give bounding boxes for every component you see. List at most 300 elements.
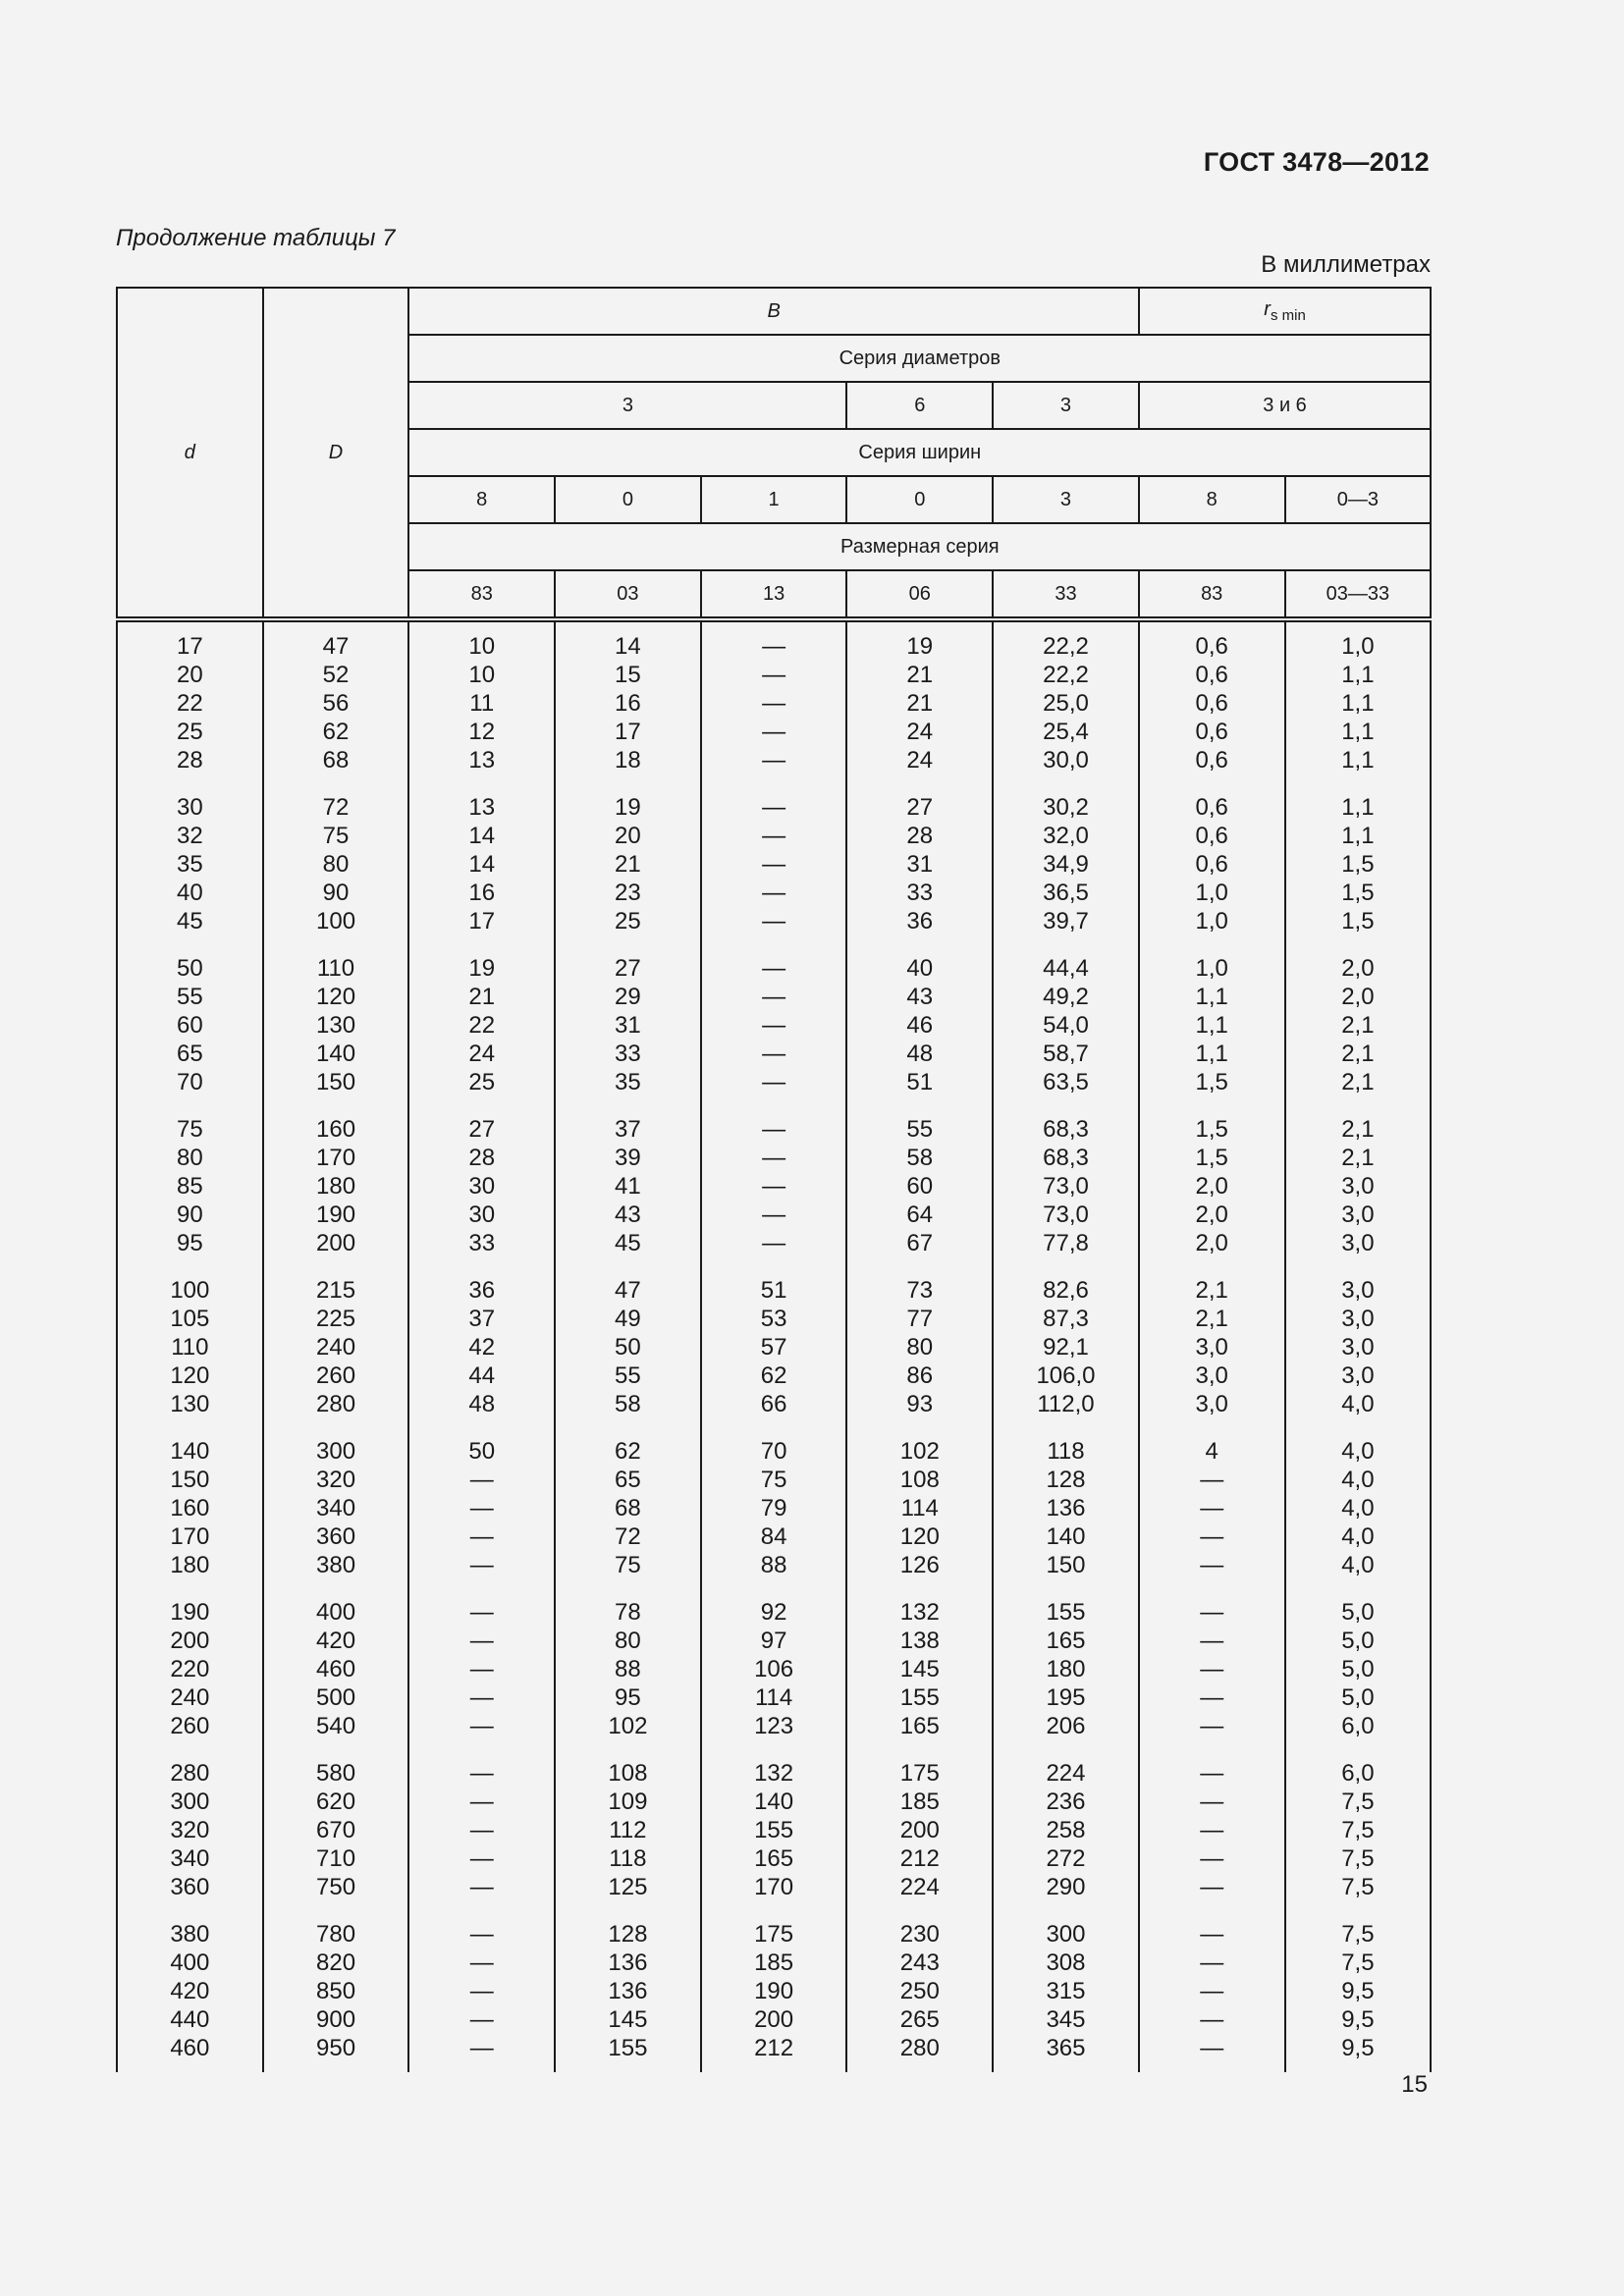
cell-value: 23: [615, 880, 641, 906]
cell-value: 25,0: [1043, 690, 1089, 717]
cell-value: 87,3: [1043, 1306, 1089, 1332]
cell-value: 2,1: [1195, 1306, 1228, 1332]
cell-value: 36: [906, 908, 934, 934]
header-d: d: [117, 288, 263, 619]
cell-value: 29: [615, 984, 641, 1010]
cell-d: [117, 1115, 263, 1276]
cell-value: 1,1: [1341, 823, 1375, 849]
cell-value: —: [469, 1874, 494, 1900]
cell-d: [117, 1759, 263, 1920]
cell-value: 28: [906, 823, 934, 849]
cell-value: 72: [615, 1523, 641, 1550]
cell-value: 85: [176, 1173, 203, 1200]
cell-value: 2,1: [1341, 1145, 1375, 1171]
cell-B-03: [555, 954, 701, 1115]
cell-value: 102: [608, 1713, 648, 1739]
cell-value: 75: [615, 1552, 641, 1578]
cell-value: —: [469, 1789, 494, 1815]
cell-B-06: [846, 1437, 993, 1598]
cell-value: 79: [760, 1495, 787, 1522]
cell-D: [263, 1276, 409, 1437]
cell-d: [117, 1437, 263, 1598]
cell-value: 46: [906, 1012, 934, 1039]
cell-value: 120: [899, 1523, 940, 1550]
cell-value: 62: [322, 719, 350, 745]
cell-value: —: [1200, 1656, 1224, 1682]
cell-D: [263, 1437, 409, 1598]
diameter-series-cell: 3: [408, 382, 846, 429]
cell-value: 145: [899, 1656, 940, 1682]
cell-value: 170: [754, 1874, 794, 1900]
cell-value: 1,1: [1341, 719, 1375, 745]
cell-value: 224: [1046, 1760, 1086, 1787]
cell-value: 1,5: [1341, 908, 1375, 934]
cell-value: —: [762, 1173, 786, 1200]
cell-value: 460: [170, 2035, 210, 2061]
cell-value: 24: [906, 747, 934, 774]
size-series-cell: 13: [701, 570, 847, 619]
cell-value: 63,5: [1043, 1069, 1089, 1095]
cell-value: —: [1200, 1495, 1224, 1522]
cell-value: —: [469, 1523, 494, 1550]
cell-value: —: [1200, 1817, 1224, 1843]
cell-value: 30: [468, 1173, 496, 1200]
cell-value: 136: [1046, 1495, 1086, 1522]
cell-value: 0,6: [1195, 719, 1228, 745]
cell-B-33: [993, 1759, 1139, 1920]
cell-value: —: [762, 1012, 786, 1039]
cell-value: 710: [316, 1845, 356, 1872]
cell-value: 250: [899, 1978, 940, 2004]
cell-value: —: [469, 1978, 494, 2004]
size-series-cell: 83: [408, 570, 555, 619]
header-diameter-series: Серия диаметров: [408, 335, 1431, 382]
cell-value: 105: [170, 1306, 210, 1332]
cell-value: 32,0: [1043, 823, 1089, 849]
cell-B-03: [555, 1276, 701, 1437]
cell-value: 25: [615, 908, 641, 934]
cell-rs-83: [1139, 619, 1285, 793]
cell-rs-03-33: [1285, 1437, 1432, 1598]
cell-value: 345: [1046, 2006, 1086, 2033]
cell-value: 4,0: [1341, 1438, 1375, 1465]
cell-value: 340: [170, 1845, 210, 1872]
cell-B-03: [555, 619, 701, 793]
cell-value: 180: [170, 1552, 210, 1578]
cell-value: 11: [469, 690, 495, 717]
cell-value: 10: [468, 633, 496, 660]
cell-rs-83: [1139, 1115, 1285, 1276]
cell-B-33: [993, 619, 1139, 793]
cell-B-33: [993, 1920, 1139, 2072]
cell-value: 3,0: [1195, 1362, 1228, 1389]
cell-value: 39,7: [1043, 908, 1089, 934]
cell-value: 48: [906, 1041, 934, 1067]
cell-value: 37: [468, 1306, 496, 1332]
cell-value: 34,9: [1043, 851, 1089, 878]
cell-value: —: [762, 747, 786, 774]
cell-value: 22: [176, 690, 203, 717]
cell-value: 20: [176, 662, 203, 688]
cell-value: 45: [615, 1230, 641, 1256]
cell-value: 108: [608, 1760, 648, 1787]
cell-value: 820: [316, 1949, 356, 1976]
cell-value: 53: [760, 1306, 787, 1332]
cell-value: 540: [316, 1713, 356, 1739]
cell-value: 120: [170, 1362, 210, 1389]
cell-value: —: [469, 1552, 494, 1578]
cell-value: 160: [170, 1495, 210, 1522]
cell-value: —: [762, 690, 786, 717]
table-row-group: [117, 1598, 1431, 1759]
cell-value: 78: [615, 1599, 641, 1626]
cell-value: 280: [316, 1391, 356, 1417]
cell-value: 41: [615, 1173, 641, 1200]
cell-value: 265: [899, 2006, 940, 2033]
cell-value: 31: [615, 1012, 641, 1039]
table-row-group: [117, 1437, 1431, 1598]
cell-d: [117, 1276, 263, 1437]
cell-value: 5,0: [1341, 1684, 1375, 1711]
cell-value: 175: [754, 1921, 794, 1948]
cell-value: 1,0: [1195, 880, 1228, 906]
cell-value: 55: [176, 984, 203, 1010]
cell-value: 1,1: [1195, 984, 1228, 1010]
cell-value: 190: [754, 1978, 794, 2004]
table-row-group: [117, 619, 1431, 793]
cell-value: 68: [322, 747, 350, 774]
cell-value: 75: [322, 823, 350, 849]
cell-value: 30,2: [1043, 794, 1089, 821]
cell-value: 212: [899, 1845, 940, 1872]
cell-value: 21: [615, 851, 641, 878]
cell-value: 106: [754, 1656, 794, 1682]
cell-value: 5,0: [1341, 1628, 1375, 1654]
cell-B-83: [408, 793, 555, 954]
cell-value: 14: [468, 823, 496, 849]
width-series-cell: 0—3: [1285, 476, 1432, 523]
cell-value: —: [762, 955, 786, 982]
cell-B-03: [555, 1437, 701, 1598]
cell-value: 260: [316, 1362, 356, 1389]
cell-value: 10: [468, 662, 496, 688]
cell-value: 7,5: [1341, 1789, 1375, 1815]
cell-value: 4,0: [1341, 1552, 1375, 1578]
cell-value: 15: [615, 662, 641, 688]
cell-value: 28: [176, 747, 203, 774]
cell-rs-03-33: [1285, 1598, 1432, 1759]
cell-value: 86: [906, 1362, 934, 1389]
cell-value: 30: [176, 794, 203, 821]
cell-value: 180: [1046, 1656, 1086, 1682]
cell-value: —: [1200, 1523, 1224, 1550]
cell-value: —: [469, 1628, 494, 1654]
cell-value: 1,1: [1341, 747, 1375, 774]
cell-value: 32: [176, 823, 203, 849]
cell-value: 24: [468, 1041, 496, 1067]
cell-value: 33: [468, 1230, 496, 1256]
cell-d: [117, 619, 263, 793]
cell-B-06: [846, 1115, 993, 1276]
cell-value: 14: [615, 633, 641, 660]
cell-value: 58: [615, 1391, 641, 1417]
cell-value: 22,2: [1043, 662, 1089, 688]
cell-B-13: [701, 1920, 847, 2072]
cell-value: 72: [322, 794, 350, 821]
cell-value: 16: [468, 880, 496, 906]
cell-value: 44: [468, 1362, 496, 1389]
width-series-cell: 8: [408, 476, 555, 523]
cell-value: 28: [468, 1145, 496, 1171]
cell-value: 3,0: [1195, 1334, 1228, 1361]
units-label: В миллиметрах: [1261, 251, 1431, 278]
cell-value: 35: [176, 851, 203, 878]
cell-value: 80: [176, 1145, 203, 1171]
cell-B-13: [701, 793, 847, 954]
cell-value: 73: [906, 1277, 934, 1304]
cell-value: 360: [316, 1523, 356, 1550]
cell-value: 7,5: [1341, 1874, 1375, 1900]
width-series-cell: 0: [555, 476, 701, 523]
cell-value: 118: [1047, 1438, 1085, 1465]
cell-value: —: [1200, 1599, 1224, 1626]
header-D: D: [263, 288, 409, 619]
cell-value: 300: [170, 1789, 210, 1815]
cell-value: 65: [176, 1041, 203, 1067]
cell-value: 19: [615, 794, 641, 821]
cell-B-13: [701, 1437, 847, 1598]
cell-rs-03-33: [1285, 1115, 1432, 1276]
table-row-group: [117, 1920, 1431, 2072]
cell-B-33: [993, 1437, 1139, 1598]
cell-value: 136: [608, 1949, 648, 1976]
cell-value: 70: [760, 1438, 787, 1465]
cell-value: 49,2: [1043, 984, 1089, 1010]
cell-value: 126: [899, 1552, 940, 1578]
cell-B-13: [701, 1115, 847, 1276]
cell-value: 224: [899, 1874, 940, 1900]
cell-value: 44,4: [1043, 955, 1089, 982]
cell-B-83: [408, 1276, 555, 1437]
size-series-cell: 33: [993, 570, 1139, 619]
header-size-series: Размерная серия: [408, 523, 1431, 570]
cell-B-83: [408, 954, 555, 1115]
cell-value: 230: [899, 1921, 940, 1948]
cell-value: 1,1: [1341, 690, 1375, 717]
cell-value: 25: [468, 1069, 496, 1095]
cell-value: 7,5: [1341, 1921, 1375, 1948]
cell-value: 80: [906, 1334, 934, 1361]
cell-value: 51: [760, 1277, 787, 1304]
cell-value: 21: [906, 662, 934, 688]
cell-value: 420: [170, 1978, 210, 2004]
cell-value: 290: [1046, 1874, 1086, 1900]
cell-value: —: [469, 1760, 494, 1787]
cell-value: 240: [316, 1334, 356, 1361]
cell-value: 58,7: [1043, 1041, 1089, 1067]
cell-value: 3,0: [1341, 1306, 1375, 1332]
cell-D: [263, 619, 409, 793]
diameter-series-cell: 3 и 6: [1139, 382, 1431, 429]
cell-B-33: [993, 1598, 1139, 1759]
cell-rs-83: [1139, 1759, 1285, 1920]
cell-value: 155: [899, 1684, 940, 1711]
cell-value: 93: [906, 1391, 934, 1417]
cell-value: 21: [468, 984, 496, 1010]
cell-value: 33: [906, 880, 934, 906]
cell-D: [263, 793, 409, 954]
cell-value: —: [1200, 2035, 1224, 2061]
cell-value: 185: [754, 1949, 794, 1976]
cell-value: 155: [608, 2035, 648, 2061]
cell-value: 17: [176, 633, 203, 660]
cell-value: —: [762, 633, 786, 660]
cell-value: —: [762, 823, 786, 849]
cell-value: 36,5: [1043, 880, 1089, 906]
header-rs-min: $r_{s min}$: [1139, 288, 1431, 335]
size-series-cell: 03—33: [1285, 570, 1432, 619]
cell-value: 55: [615, 1362, 641, 1389]
cell-D: [263, 1759, 409, 1920]
cell-d: [117, 793, 263, 954]
cell-value: 308: [1046, 1949, 1086, 1976]
cell-value: 132: [899, 1599, 940, 1626]
cell-value: 50: [468, 1438, 496, 1465]
cell-value: —: [762, 1041, 786, 1067]
cell-value: 100: [170, 1277, 210, 1304]
cell-value: 19: [906, 633, 934, 660]
cell-value: —: [469, 1467, 494, 1493]
cell-value: 43: [615, 1201, 641, 1228]
cell-value: —: [1200, 1949, 1224, 1976]
cell-value: 212: [754, 2035, 794, 2061]
cell-value: 272: [1046, 1845, 1086, 1872]
cell-value: 440: [170, 2006, 210, 2033]
cell-value: 40: [176, 880, 203, 906]
cell-value: —: [469, 1817, 494, 1843]
cell-value: 1,1: [1195, 1041, 1228, 1067]
table-row-group: [117, 1276, 1431, 1437]
size-series-cell: 83: [1139, 570, 1285, 619]
cell-value: 43: [906, 984, 934, 1010]
cell-value: 75: [176, 1116, 203, 1143]
table-body: [117, 619, 1431, 2072]
cell-value: 106,0: [1036, 1362, 1096, 1389]
cell-D: [263, 1920, 409, 2072]
cell-value: 60: [906, 1173, 934, 1200]
cell-value: 97: [760, 1628, 787, 1654]
cell-B-13: [701, 1759, 847, 1920]
cell-value: 4,0: [1341, 1523, 1375, 1550]
cell-value: —: [1200, 1684, 1224, 1711]
cell-value: 900: [316, 2006, 356, 2033]
cell-value: 170: [170, 1523, 210, 1550]
cell-value: 65: [615, 1467, 641, 1493]
cell-value: 850: [316, 1978, 356, 2004]
cell-value: 240: [170, 1684, 210, 1711]
cell-value: 140: [316, 1041, 356, 1067]
cell-value: 42: [468, 1334, 496, 1361]
cell-value: 67: [906, 1230, 934, 1256]
cell-value: 2,1: [1341, 1116, 1375, 1143]
cell-B-33: [993, 793, 1139, 954]
cell-value: 400: [316, 1599, 356, 1626]
cell-value: —: [1200, 1921, 1224, 1948]
cell-value: 380: [316, 1552, 356, 1578]
cell-B-03: [555, 1920, 701, 2072]
cell-value: —: [469, 1684, 494, 1711]
cell-value: 3,0: [1341, 1230, 1375, 1256]
cell-value: —: [469, 1656, 494, 1682]
width-series-cell: 1: [701, 476, 847, 523]
cell-B-83: [408, 1437, 555, 1598]
cell-value: 0,6: [1195, 851, 1228, 878]
cell-value: 7,5: [1341, 1949, 1375, 1976]
cell-value: 140: [1046, 1523, 1086, 1550]
cell-value: 145: [608, 2006, 648, 2033]
cell-rs-83: [1139, 954, 1285, 1115]
cell-value: 3,0: [1341, 1173, 1375, 1200]
cell-value: 300: [316, 1438, 356, 1465]
cell-value: 37: [615, 1116, 641, 1143]
cell-value: 200: [316, 1230, 356, 1256]
cell-value: 300: [1046, 1921, 1086, 1948]
cell-value: 315: [1046, 1978, 1086, 2004]
cell-value: 2,0: [1341, 955, 1375, 982]
cell-value: 35: [615, 1069, 641, 1095]
cell-value: 4,0: [1341, 1495, 1375, 1522]
cell-value: 68,3: [1043, 1116, 1089, 1143]
cell-value: 9,5: [1341, 1978, 1375, 2004]
cell-value: 150: [170, 1467, 210, 1493]
cell-rs-03-33: [1285, 619, 1432, 793]
cell-value: 1,0: [1195, 955, 1228, 982]
cell-value: —: [762, 1116, 786, 1143]
cell-value: 62: [760, 1362, 787, 1389]
cell-value: 58: [906, 1145, 934, 1171]
cell-value: 68,3: [1043, 1145, 1089, 1171]
cell-value: 1,5: [1195, 1145, 1228, 1171]
cell-value: —: [1200, 1760, 1224, 1787]
cell-value: 50: [615, 1334, 641, 1361]
cell-value: —: [469, 1921, 494, 1948]
cell-value: 18: [615, 747, 641, 774]
cell-value: 77: [906, 1306, 934, 1332]
cell-value: 120: [316, 984, 356, 1010]
cell-rs-03-33: [1285, 954, 1432, 1115]
cell-value: 165: [754, 1845, 794, 1872]
cell-value: 114: [754, 1684, 793, 1711]
cell-value: 52: [322, 662, 350, 688]
cell-B-83: [408, 619, 555, 793]
cell-value: 92,1: [1043, 1334, 1089, 1361]
cell-value: 6,0: [1341, 1713, 1375, 1739]
cell-value: 136: [608, 1978, 648, 2004]
cell-value: 22,2: [1043, 633, 1089, 660]
cell-value: —: [469, 2006, 494, 2033]
cell-value: —: [469, 1495, 494, 1522]
cell-B-03: [555, 793, 701, 954]
cell-value: 1,5: [1195, 1069, 1228, 1095]
cell-value: 60: [176, 1012, 203, 1039]
cell-value: 130: [170, 1391, 210, 1417]
cell-value: 30,0: [1043, 747, 1089, 774]
cell-value: 0,6: [1195, 747, 1228, 774]
cell-value: 750: [316, 1874, 356, 1900]
cell-value: —: [762, 1230, 786, 1256]
cell-value: 460: [316, 1656, 356, 1682]
cell-value: —: [1200, 2006, 1224, 2033]
